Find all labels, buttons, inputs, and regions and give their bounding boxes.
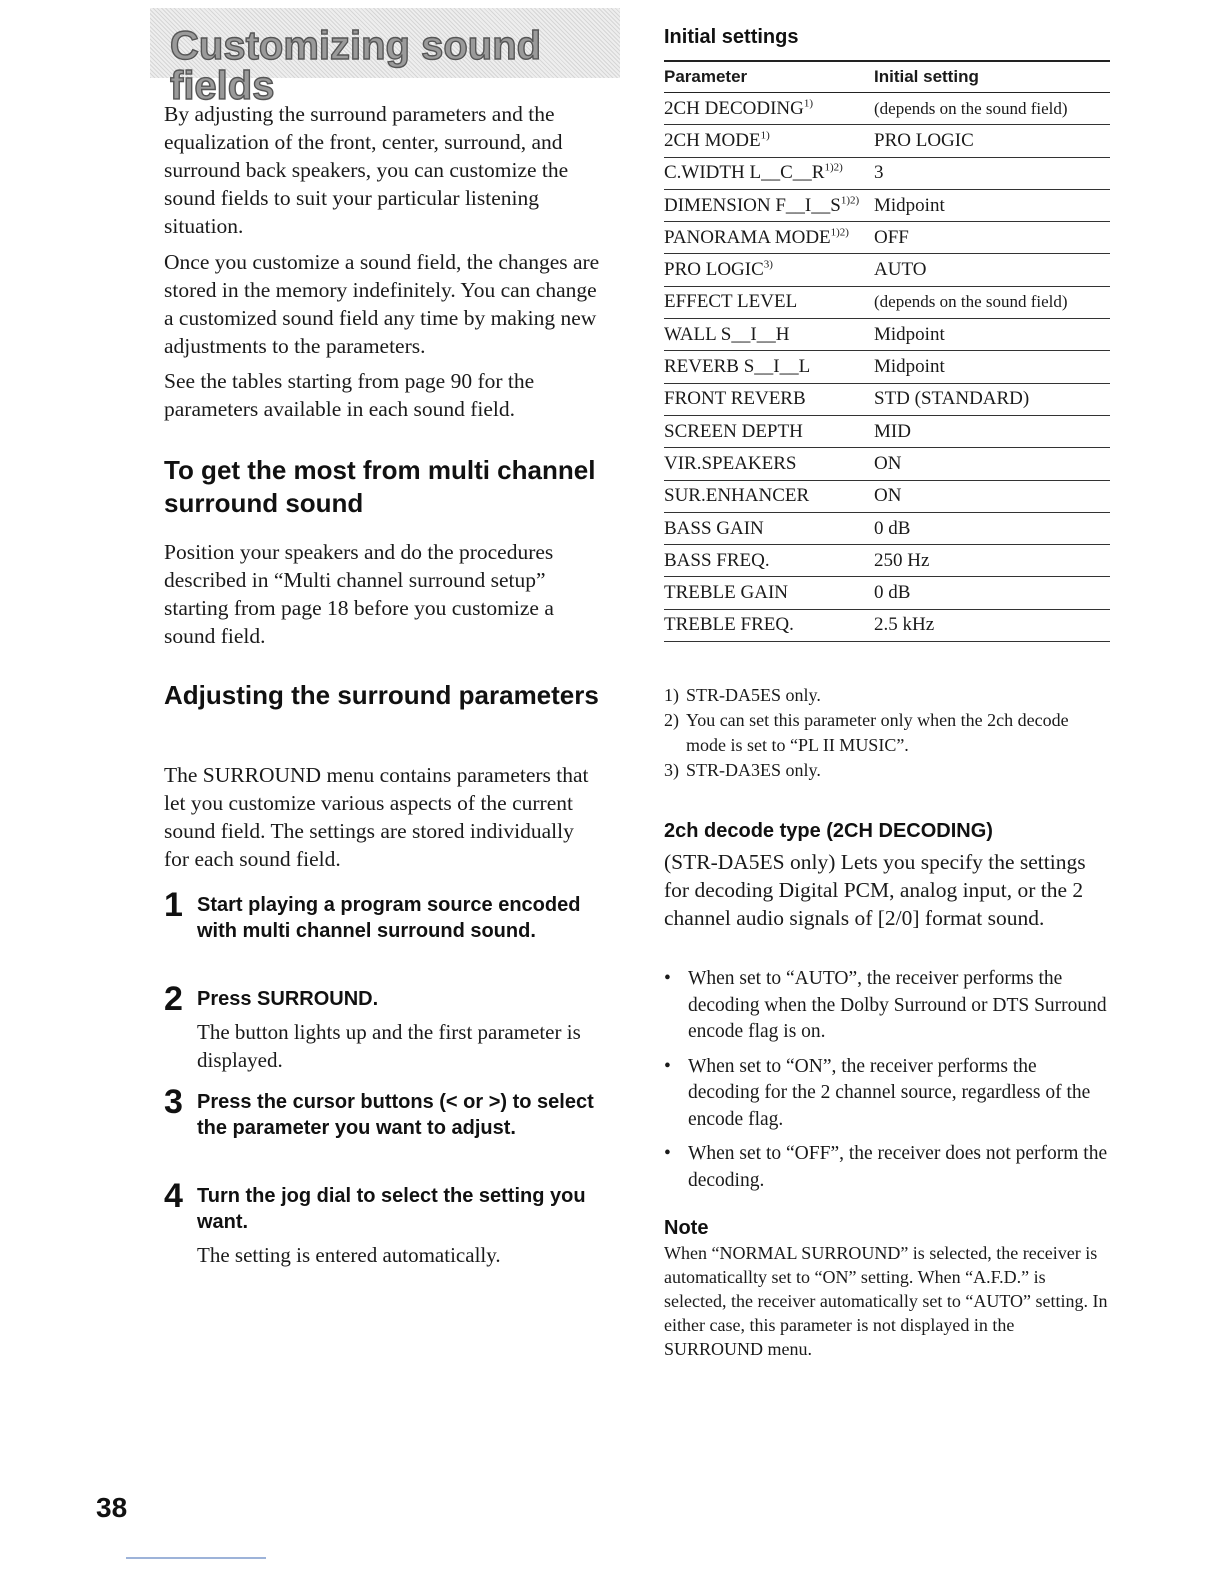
parameter-name: 2CH DECODING [664, 97, 804, 119]
parameter-name: 2CH MODE [664, 129, 761, 151]
parameter-name: BASS GAIN [664, 517, 764, 539]
parameter-name: FRONT REVERB [664, 388, 806, 410]
parameter-name: WALL S__I__H [664, 323, 790, 345]
parameter-cell [664, 222, 874, 254]
table-row [664, 383, 1110, 415]
step-number: 4 [164, 1177, 183, 1215]
initial-setting-cell: Midpoint [874, 189, 1110, 221]
table-row [664, 448, 1110, 480]
table-row [664, 545, 1110, 577]
multi-channel-paragraph: Position your speakers and do the procedures described in “Multi channel surround setup” starting from page 18 before you customize a sound field. [164, 540, 554, 648]
table-row [664, 351, 1110, 383]
footnote-ref: 1)2) [830, 226, 849, 239]
footnote-ref: 1) [760, 129, 770, 142]
parameter-cell [664, 480, 874, 512]
parameter-name: PRO LOGIC [664, 259, 764, 281]
footnote-text: STR-DA5ES only. [686, 685, 821, 705]
parameter-cell [664, 189, 874, 221]
step-4 [164, 1177, 604, 1269]
initial-setting-cell: 2.5 kHz [874, 609, 1110, 641]
parameter-name: DIMENSION F__I__S [664, 194, 841, 216]
step-body: The setting is entered automatically. [197, 1243, 501, 1267]
footnote-text: STR-DA3ES only. [686, 760, 821, 780]
heading-adjusting-surround: Adjusting the surround parameters [164, 680, 599, 710]
list-item: • When set to “ON”, the receiver performs the decoding for the 2 channel source, regardless of the encode flag. [664, 1054, 1110, 1134]
footnote [664, 683, 1110, 708]
intro-paragraph-2: Once you customize a sound field, the changes are stored in the memory indefinitely. You can change a customized sound field any time by making new adjustments to the parameters. [164, 250, 600, 358]
step-number: 2 [164, 980, 183, 1018]
column-header-parameter: Parameter [664, 61, 874, 93]
footnote-text: You can set this parameter only when the 2ch decode mode is set to “PL II MUSIC”. [686, 710, 1069, 755]
table-row [664, 286, 1110, 318]
parameter-cell [664, 125, 874, 157]
initial-setting-cell: Midpoint [874, 351, 1110, 383]
step-title: Turn the jog dial to select the setting you want. [197, 1185, 586, 1233]
table-row [664, 125, 1110, 157]
parameter-cell [664, 157, 874, 189]
page-number: 38 [96, 1492, 128, 1523]
parameter-cell [664, 609, 874, 641]
parameter-cell [664, 254, 874, 286]
step-title: Press SURROUND. [197, 988, 379, 1010]
heading-multi-channel: To get the most from multi channel surround sound [164, 455, 596, 518]
initial-setting-cell: 0 dB [874, 512, 1110, 544]
title-banner [150, 8, 620, 108]
intro-paragraph-1: By adjusting the surround parameters and the equalization of the front, center, surround, and surround back speakers, you can customize the sound fields to suit your particular listening situation. [164, 102, 569, 238]
initial-setting-cell: STD (STANDARD) [874, 383, 1110, 415]
table-row [664, 512, 1110, 544]
parameter-name: VIR.SPEAKERS [664, 452, 797, 474]
note-body: When “NORMAL SURROUND” is selected, the receiver is automaticallty set to “ON” setting. When “A.F.D.” is selected, the receiver automatically set to “AUTO” setting. In either case, this parameter is not displayed in the SURROUND menu. [664, 1243, 1108, 1359]
table-row [664, 609, 1110, 641]
note-title: Note [664, 1217, 709, 1239]
parameter-cell [664, 286, 874, 318]
parameter-name: TREBLE FREQ. [664, 614, 794, 636]
parameter-cell [664, 93, 874, 125]
table-row [664, 157, 1110, 189]
initial-settings-table [664, 60, 1110, 642]
twoch-decode-title: 2ch decode type (2CH DECODING) [664, 820, 993, 842]
parameter-name: BASS FREQ. [664, 549, 770, 571]
initial-setting-cell: PRO LOGIC [874, 125, 1110, 157]
footnote [664, 708, 1110, 758]
decode-options-list [664, 966, 1110, 1202]
initial-setting-cell: AUTO [874, 254, 1110, 286]
table-row [664, 254, 1110, 286]
parameter-name: PANORAMA MODE [664, 226, 831, 248]
table-row [664, 480, 1110, 512]
column-header-initial-setting: Initial setting [874, 61, 1110, 93]
parameter-cell [664, 319, 874, 351]
table-row [664, 189, 1110, 221]
parameter-cell [664, 577, 874, 609]
twoch-decode-intro: (STR-DA5ES only) Lets you specify the settings for decoding Digital PCM, analog input, or the 2 channel audio signals of [2/0] format sound. [664, 850, 1086, 930]
footnote-number: 1) [664, 685, 679, 705]
footnote-ref: 3) [763, 258, 773, 271]
step-title: Press the cursor buttons (< or >) to select the parameter you want to adjust. [197, 1091, 594, 1139]
initial-setting-cell: 250 Hz [874, 545, 1110, 577]
step-number: 1 [164, 886, 183, 924]
parameter-cell [664, 415, 874, 447]
table-row [664, 577, 1110, 609]
parameter-name: SUR.ENHANCER [664, 485, 810, 507]
page-divider [126, 1557, 266, 1559]
footnotes [664, 683, 1110, 783]
parameter-name: REVERB S__I__L [664, 356, 811, 378]
step-3 [164, 1083, 604, 1141]
intro-paragraph-3: See the tables starting from page 90 for the parameters available in each sound field. [164, 369, 535, 421]
initial-setting-cell: 3 [874, 157, 1110, 189]
step-2 [164, 980, 604, 1074]
initial-setting-cell: MID [874, 415, 1110, 447]
initial-setting-cell: 0 dB [874, 577, 1110, 609]
initial-setting-cell: (depends on the sound field) [874, 93, 1110, 125]
page-title: Customizing sound fields [170, 24, 542, 108]
initial-setting-cell: OFF [874, 222, 1110, 254]
parameter-name: TREBLE GAIN [664, 582, 789, 604]
step-number: 3 [164, 1083, 183, 1121]
parameter-name: SCREEN DEPTH [664, 420, 803, 442]
table-row [664, 319, 1110, 351]
step-1 [164, 886, 604, 944]
footnote-ref: 1)2) [824, 161, 843, 174]
table-row [664, 222, 1110, 254]
parameter-cell [664, 383, 874, 415]
surround-menu-paragraph: The SURROUND menu contains parameters that let you customize various aspects of the current sound field. The settings are stored individually for each sound field. [164, 763, 589, 871]
initial-setting-cell: Midpoint [874, 319, 1110, 351]
parameter-cell [664, 351, 874, 383]
footnote-number: 2) [664, 710, 679, 730]
parameter-name: EFFECT LEVEL [664, 291, 798, 313]
initial-setting-cell: ON [874, 480, 1110, 512]
list-item: • When set to “AUTO”, the receiver performs the decoding when the Dolby Surround or DTS Surround encode flag is on. [664, 966, 1110, 1046]
footnote-ref: 1) [803, 97, 814, 110]
initial-setting-cell: (depends on the sound field) [874, 286, 1110, 318]
parameter-cell [664, 512, 874, 544]
initial-settings-title: Initial settings [664, 26, 799, 48]
table-header-row [664, 61, 1110, 93]
parameter-name: C.WIDTH L__C__R [664, 162, 825, 184]
step-body: The button lights up and the first parameter is displayed. [197, 1020, 581, 1072]
initial-setting-cell: ON [874, 448, 1110, 480]
parameter-cell [664, 545, 874, 577]
parameter-cell [664, 448, 874, 480]
footnote-number: 3) [664, 760, 679, 780]
footnote [664, 758, 1110, 783]
list-item: • When set to “OFF”, the receiver does not perform the decoding. [664, 1141, 1110, 1194]
table-row [664, 415, 1110, 447]
step-title: Start playing a program source encoded with multi channel surround sound. [197, 894, 581, 942]
table-row [664, 93, 1110, 125]
footnote-ref: 1)2) [840, 194, 860, 207]
